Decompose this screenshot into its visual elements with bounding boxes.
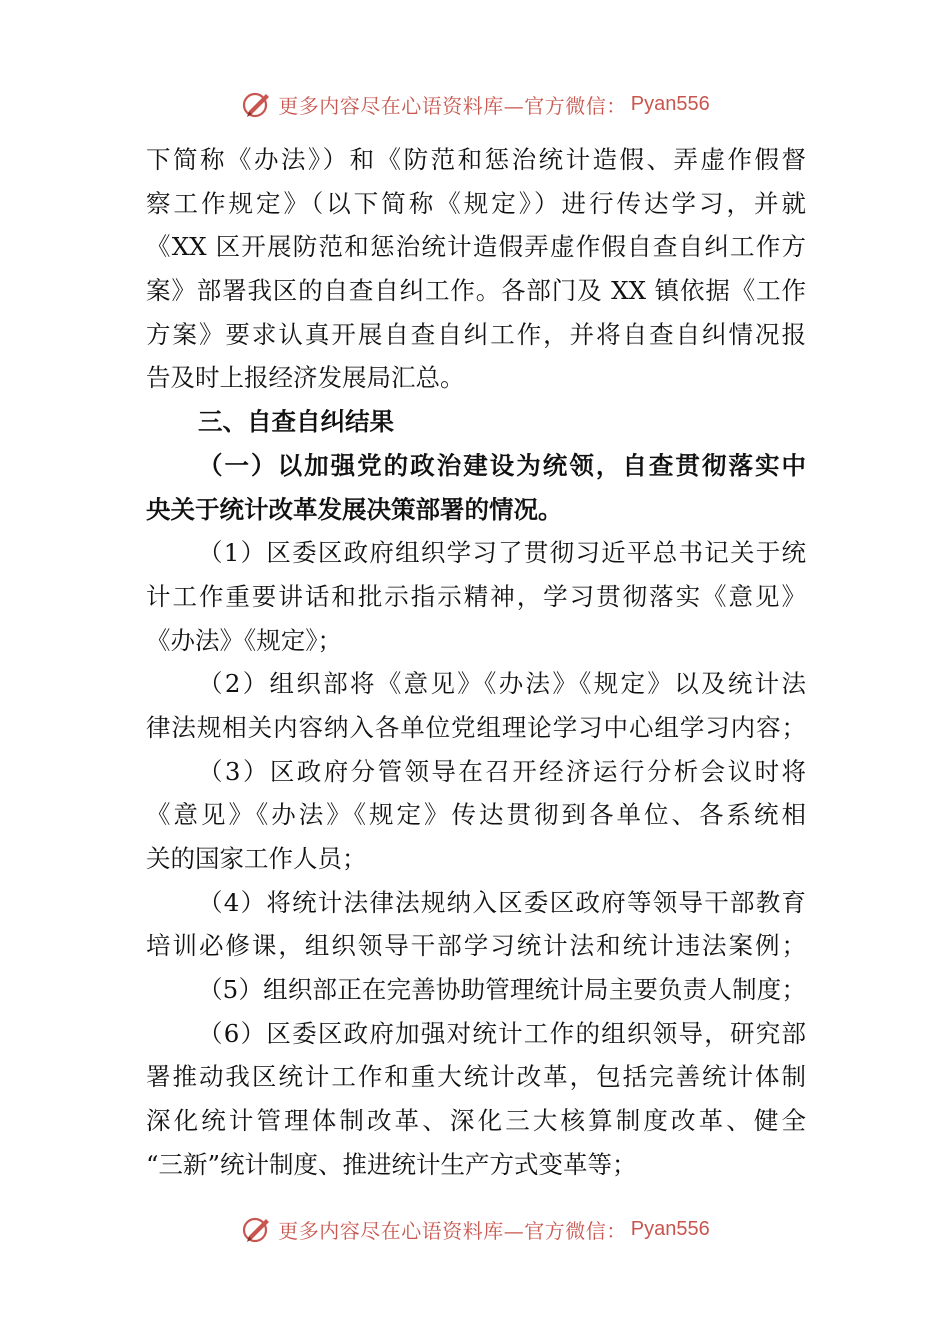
text-line: 《XX 区开展防范和惩治统计造假弄虚作假自查自纠工作方 bbox=[146, 232, 806, 262]
list-item: （6）区委区政府加强对统计工作的组织领导，研究部 bbox=[198, 1018, 806, 1048]
text-line: 署推动我区统计工作和重大统计改革，包括完善统计体制 bbox=[146, 1062, 806, 1092]
text-line: 关的国家工作人员； bbox=[146, 844, 367, 873]
footer-watermark bbox=[0, 1209, 950, 1249]
header-watermark bbox=[0, 84, 950, 124]
list-item: （4）将统计法律法规纳入区委区政府等领导干部教育 bbox=[198, 887, 806, 917]
list-item: （1）区委区政府组织学习了贯彻习近平总书记关于统 bbox=[198, 538, 806, 568]
watermark-text: 更多内容尽在心语资料库—官方微信： bbox=[278, 93, 627, 118]
pen-circle-logo-icon bbox=[240, 1212, 274, 1246]
text-line: “三新”统计制度、推进统计生产方式变革等； bbox=[146, 1149, 637, 1179]
watermark-text: 更多内容尽在心语资料库—官方微信： bbox=[278, 1218, 627, 1243]
text-line: 计工作重要讲话和批示指示精神，学习贯彻落实《意见》 bbox=[146, 581, 806, 611]
subsection-heading: （一）以加强党的政治建设为统领，自查贯彻落实中 bbox=[198, 450, 806, 480]
watermark-id: Pyan556 bbox=[630, 1217, 710, 1240]
text-line: 察工作规定》（以下简称《规定》）进行传达学习，并就 bbox=[146, 188, 806, 218]
text-line: 《意见》《办法》《规定》传达贯彻到各单位、各系统相 bbox=[146, 800, 806, 830]
text-line: 方案》要求认真开展自查自纠工作，并将自查自纠情况报 bbox=[146, 319, 806, 349]
list-item: （2）组织部将《意见》《办法》《规定》以及统计法 bbox=[198, 669, 806, 699]
pen-circle-logo-icon bbox=[240, 87, 274, 121]
text-line: 下简称《办法》）和《防范和惩治统计造假、弄虚作假督 bbox=[146, 145, 806, 174]
text-line: 案》部署我区的自查自纠工作。各部门及 XX 镇依据《工作 bbox=[146, 276, 806, 306]
text-line: 深化统计管理体制改革、深化三大核算制度改革、健全 bbox=[146, 1106, 806, 1136]
subsection-heading-cont: 央关于统计改革发展决策部署的情况。 bbox=[146, 494, 563, 524]
list-item: （3）区政府分管领导在召开经济运行分析会议时将 bbox=[198, 756, 806, 786]
watermark-id: Pyan556 bbox=[630, 92, 710, 115]
text-line: 培训必修课，组织领导干部学习统计法和统计违法案例； bbox=[146, 931, 806, 961]
text-line: 告及时上报经济发展局汇总。 bbox=[146, 363, 465, 393]
text-line: 律法规相关内容纳入各单位党组理论学习中心组学习内容； bbox=[146, 712, 806, 742]
document-body bbox=[146, 138, 806, 1187]
text-line: 《办法》《规定》； bbox=[146, 625, 342, 655]
list-item: （5）组织部正在完善协助管理统计局主要负责人制度； bbox=[198, 975, 806, 1005]
section-heading: 三、自查自纠结果 bbox=[198, 407, 394, 437]
